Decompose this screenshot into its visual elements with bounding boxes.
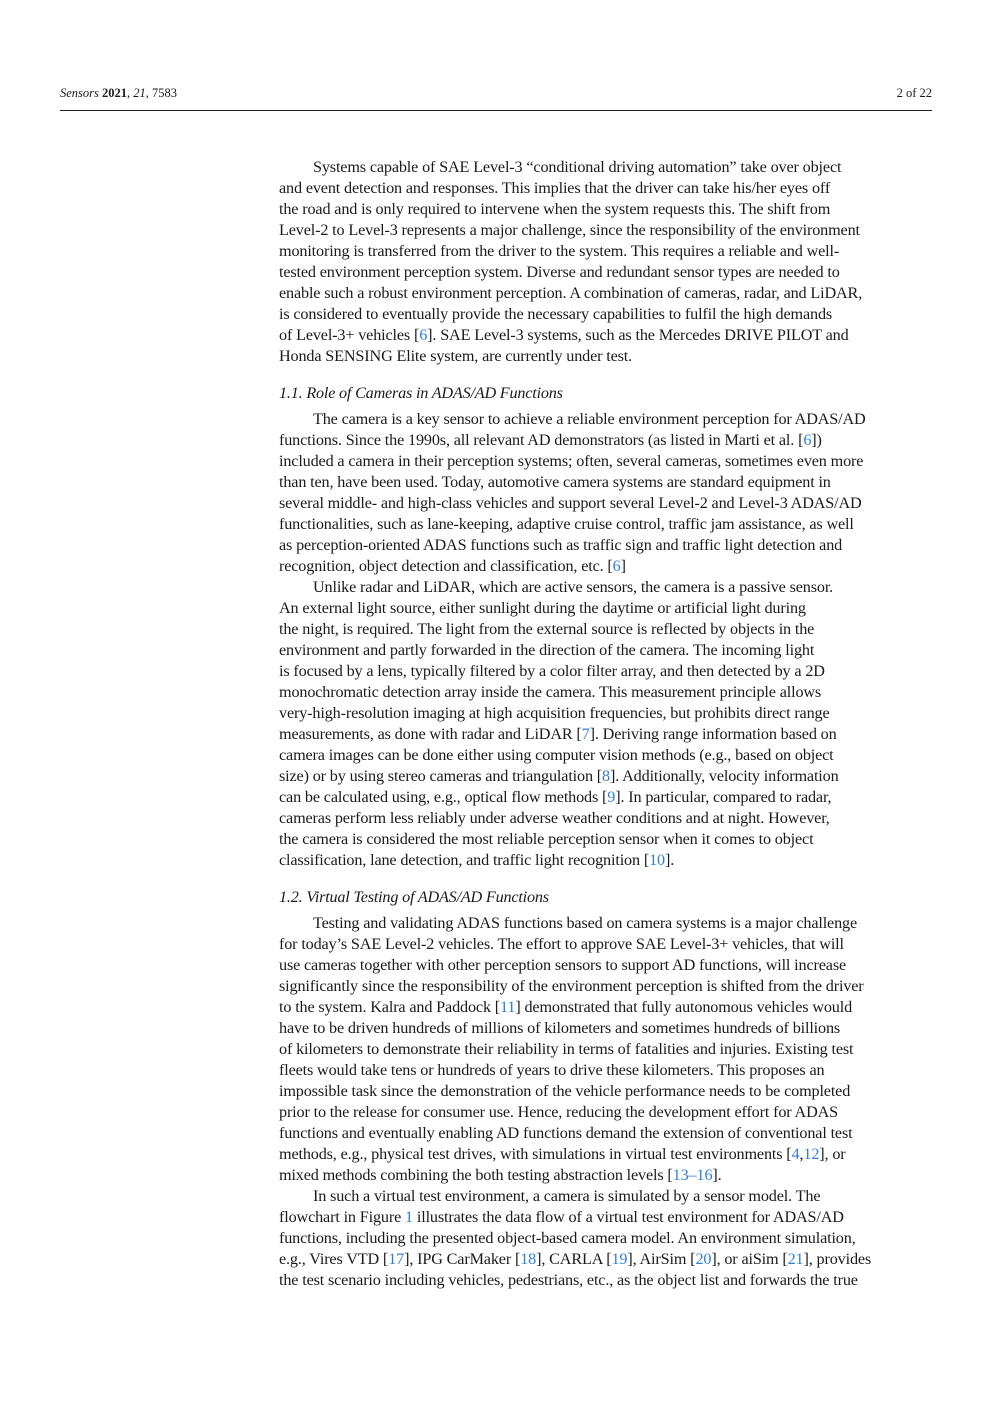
text-line: the road and is only required to intervene when the system requests this. The shift from — [279, 200, 831, 218]
section-heading-1-1: 1.1. Role of Cameras in ADAS/AD Functions — [279, 384, 563, 402]
figure-link[interactable]: 1 — [405, 1208, 413, 1226]
journal-volume: 21 — [133, 86, 146, 100]
citation-link[interactable]: 7 — [581, 725, 590, 743]
text-line: classification, lane detection, and traffic light recognition [10]. — [279, 851, 675, 869]
citation-link[interactable]: 18 — [520, 1250, 537, 1268]
text-line: size) or by using stereo cameras and triangulation [8]. Additionally, velocity information — [279, 767, 839, 785]
citation-link[interactable]: 4 — [791, 1145, 800, 1163]
text-line: Systems capable of SAE Level-3 “conditional driving automation” take over object — [313, 158, 842, 176]
text-line: prior to the release for consumer use. Hence, reducing the development effort for ADAS — [279, 1103, 839, 1121]
text-line: functions and eventually enabling AD functions demand the extension of conventional test — [279, 1124, 853, 1142]
text-line: impossible task since the demonstration of the vehicle performance needs to be completed — [279, 1082, 851, 1100]
article-body — [279, 157, 932, 1291]
header-rule — [60, 110, 932, 111]
article-number: 7583 — [152, 86, 178, 100]
text-line: Level-2 to Level-3 represents a major challenge, since the responsibility of the environment — [279, 221, 860, 239]
text-line: is focused by a lens, typically filtered by a color filter array, and then detected by a 2D — [279, 662, 825, 680]
text-line: of Level-3+ vehicles [6]. SAE Level-3 systems, such as the Mercedes DRIVE PILOT and — [279, 326, 849, 344]
text-line: mixed methods combining the both testing abstraction levels [13–16]. — [279, 1166, 722, 1184]
text-line: can be calculated using, e.g., optical flow methods [9]. In particular, compared to radar, — [279, 788, 832, 806]
paragraph-camera-key-sensor — [279, 409, 932, 577]
text-line: An external light source, either sunlight during the daytime or artificial light during — [279, 599, 806, 617]
text-line: functions, including the presented object-based camera model. An environment simulation, — [279, 1229, 856, 1247]
citation-link[interactable]: 10 — [649, 851, 665, 869]
paragraph-testing-validating — [279, 913, 932, 1186]
citation-link[interactable]: 8 — [602, 767, 610, 785]
text-line: functionalities, such as lane-keeping, adaptive cruise control, traffic jam assistance, as well — [279, 515, 854, 533]
citation-link[interactable]: 6 — [803, 431, 812, 449]
paragraph-passive-sensor — [279, 577, 932, 871]
text-line: Testing and validating ADAS functions based on camera systems is a major challenge — [313, 914, 858, 932]
text-line: the night, is required. The light from the external source is reflected by objects in the — [279, 620, 815, 638]
citation-link[interactable]: 17 — [388, 1250, 405, 1268]
section-heading-1-2: 1.2. Virtual Testing of ADAS/AD Functions — [279, 888, 549, 906]
text-line: The camera is a key sensor to achieve a reliable environment perception for ADAS/AD — [313, 410, 866, 428]
paragraph-intro-level3 — [279, 157, 932, 367]
text-line: than ten, have been used. Today, automotive camera systems are standard equipment in — [279, 473, 831, 491]
text-line: Unlike radar and LiDAR, which are active sensors, the camera is a passive sensor. — [313, 578, 834, 596]
text-line: the test scenario including vehicles, pedestrians, etc., as the object list and forwards the true — [279, 1271, 858, 1289]
citation-link[interactable]: 12 — [803, 1145, 820, 1163]
text-line: tested environment perception system. Diverse and redundant sensor types are needed to — [279, 263, 840, 281]
citation-link[interactable]: 9 — [607, 788, 616, 806]
text-line: and event detection and responses. This implies that the driver can take his/her eyes off — [279, 179, 831, 197]
journal-name: Sensors — [60, 86, 99, 100]
citation-link[interactable]: 6 — [419, 326, 428, 344]
text-line: Honda SENSING Elite system, are currently under test. — [279, 347, 633, 365]
text-line: use cameras together with other perception sensors to support AD functions, will increase — [279, 956, 846, 974]
text-line: flowchart in Figure 1 illustrates the data flow of a virtual test environment for ADAS/AD — [279, 1208, 844, 1226]
text-line: to the system. Kalra and Paddock [11] demonstrated that fully autonomous vehicles would — [279, 998, 853, 1016]
text-line: monochromatic detection array inside the camera. This measurement principle allows — [279, 683, 822, 701]
citation-link[interactable]: 6 — [612, 557, 621, 575]
text-line: enable such a robust environment perception. A combination of cameras, radar, and LiDAR, — [279, 284, 863, 302]
paragraph-virtual-environment — [279, 1186, 932, 1291]
text-line: monitoring is transferred from the driver to the system. This requires a reliable and well- — [279, 242, 840, 260]
text-line: is considered to eventually provide the necessary capabilities to fulfil the high demands — [279, 305, 833, 323]
text-line: included a camera in their perception systems; often, several cameras, sometimes even more — [279, 452, 864, 470]
text-line: functions. Since the 1990s, all relevant AD demonstrators (as listed in Marti et al. [6]) — [279, 431, 822, 449]
text-line: very-high-resolution imaging at high acquisition frequencies, but prohibits direct range — [279, 704, 830, 722]
citation-link[interactable]: 19 — [611, 1250, 628, 1268]
text-line: In such a virtual test environment, a camera is simulated by a sensor model. The — [313, 1187, 821, 1205]
text-line: several middle- and high-class vehicles and support several Level-2 and Level-3 ADAS/AD — [279, 494, 862, 512]
citation-link[interactable]: 21 — [787, 1250, 804, 1268]
text-line: the camera is considered the most reliable perception sensor when it comes to object — [279, 830, 814, 848]
text-line: of kilometers to demonstrate their reliability in terms of fatalities and injuries. Existing test — [279, 1040, 854, 1058]
page-header — [60, 86, 932, 106]
citation-link[interactable]: 11 — [500, 998, 516, 1016]
text-line: recognition, object detection and classification, etc. [6] — [279, 557, 626, 575]
text-line: significantly since the responsibility of the environment perception is shifted from the driver — [279, 977, 864, 995]
text-line: as perception-oriented ADAS functions such as traffic sign and traffic light detection and — [279, 536, 843, 554]
text-line: methods, e.g., physical test drives, with simulations in virtual test environments [4,12], or — [279, 1145, 846, 1163]
text-line: fleets would take tens or hundreds of years to drive these kilometers. This proposes an — [279, 1061, 825, 1079]
journal-year: 2021 — [102, 86, 128, 100]
text-line: e.g., Vires VTD [17], IPG CarMaker [18], CARLA [19], AirSim [20], or aiSim [21], provides — [279, 1250, 872, 1268]
text-line: have to be driven hundreds of millions of kilometers and sometimes hundreds of billions — [279, 1019, 841, 1037]
text-line: environment and partly forwarded in the direction of the camera. The incoming light — [279, 641, 815, 659]
text-line: measurements, as done with radar and LiDAR [7]. Deriving range information based on — [279, 725, 837, 743]
text-line: camera images can be done either using computer vision methods (e.g., based on object — [279, 746, 834, 764]
journal-citation: Sensors 2021, 21, 7583 — [60, 86, 178, 100]
citation-link[interactable]: 13–16 — [672, 1166, 713, 1184]
citation-link[interactable]: 20 — [695, 1250, 712, 1268]
text-line: for today’s SAE Level-2 vehicles. The effort to approve SAE Level-3+ vehicles, that will — [279, 935, 844, 953]
page-number: 2 of 22 — [896, 86, 932, 100]
text-line: cameras perform less reliably under adverse weather conditions and at night. However, — [279, 809, 830, 827]
